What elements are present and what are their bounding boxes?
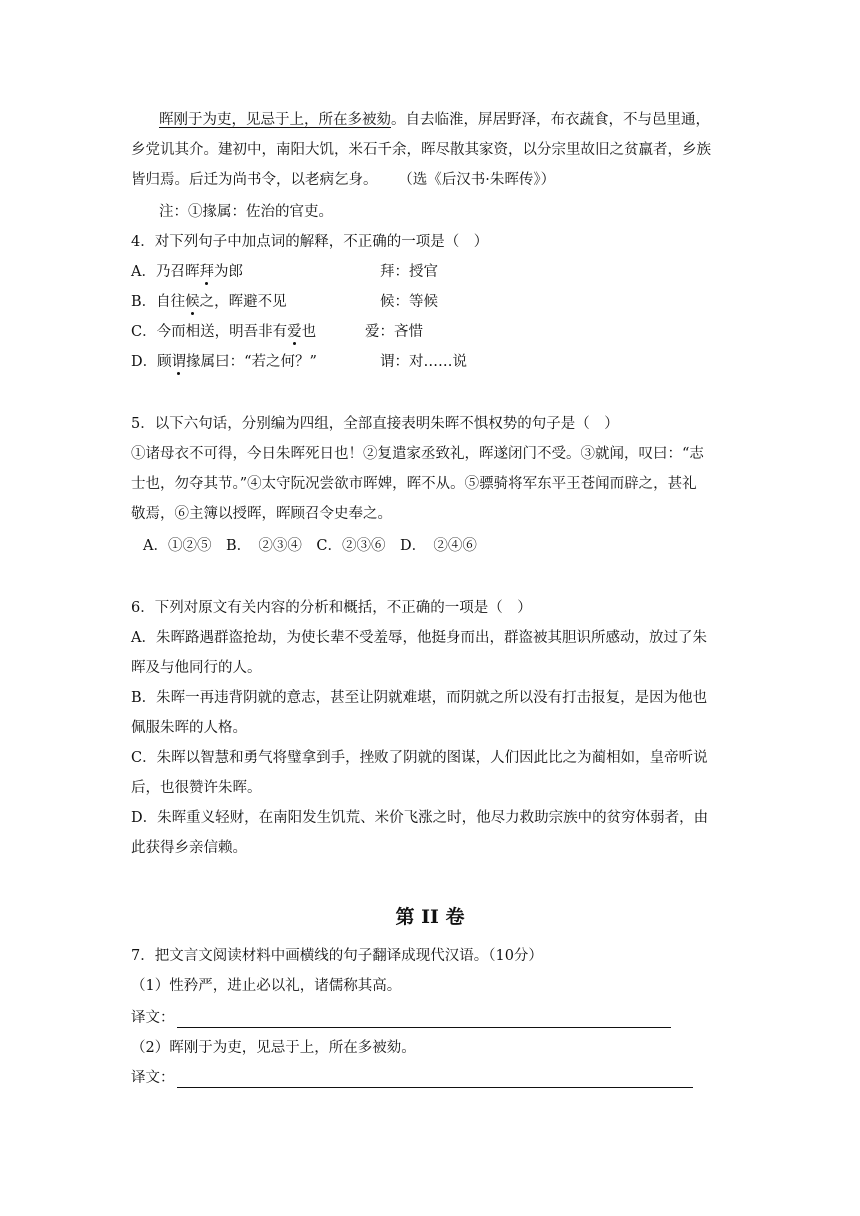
q6-line-4: 佩服朱晖的人格。	[131, 720, 247, 736]
q4-stem: 4．对下列句子中加点词的解释，不正确的一项是（ ）	[131, 234, 489, 250]
q6-line-5: C．朱晖以智慧和勇气将璧拿到手，挫败了阴就的图谋，人们因此比之为蔺相如，皇帝听说	[131, 750, 708, 766]
passage-footnote: 注：①掾属：佐治的官吏。	[159, 204, 333, 220]
q7-stem: 7．把文言文阅读材料中画横线的句子翻译成现代汉语。（10分）	[131, 948, 543, 964]
q7-item-2: （2）晖刚于为吏，见忌于上，所在多被劾。	[131, 1040, 416, 1056]
q7-answer-2	[131, 1068, 731, 1088]
dotted-word: 候	[185, 294, 200, 310]
q4-option-c: C．今而相送，明吾非有爱也 爱：吝惜	[131, 324, 423, 340]
q6-line-8: 此获得乡亲信赖。	[131, 840, 247, 856]
q5-choices: A．①②⑤ B． ②③④ C．②③⑥ D． ②④⑥	[143, 538, 477, 554]
q7-item-1: （1）性矜严，进止必以礼，诸儒称其高。	[131, 978, 402, 994]
q7-answer-1	[131, 1008, 731, 1028]
q4-gloss-b: 候：等候	[380, 294, 438, 310]
passage-line-3: 皆归焉。后迁为尚书令，以老病乞身。 （选《后汉书·朱晖传》）	[131, 172, 556, 188]
dotted-word: 谓	[171, 354, 187, 370]
q5-line-2: 士也，勿夺其节。”④太守阮况尝欲市晖婢，晖不从。⑤骠骑将军东平王苍闻而辟之，甚礼	[131, 476, 697, 492]
q6-line-1: A．朱晖路遇群盗抢劫，为使长辈不受羞辱，他挺身而出，群盗被其胆识所感动，放过了朱	[131, 630, 707, 646]
q6-line-7: D．朱晖重义轻财，在南阳发生饥荒、米价飞涨之时，他尽力救助宗族中的贫穷体弱者，由	[131, 810, 709, 826]
dotted-word: 爱	[287, 324, 302, 340]
q6-stem: 6．下列对原文有关内容的分析和概括，不正确的一项是（ ）	[131, 600, 532, 616]
q5-line-3: 敬焉，⑥主簿以授晖，晖顾召令史奉之。	[131, 506, 392, 522]
underlined-sentence: 晖刚于为吏，见忌于上，所在多被劾	[159, 112, 391, 128]
section-heading: 第 II 卷	[395, 906, 465, 928]
q4-option-b: B．自往候之，晖避不见 候：等候	[131, 294, 438, 310]
q5-line-1: ①诸母衣不可得，今日朱晖死日也！②复遣家丞致礼，晖遂闭门不受。③就闻，叹曰：“志	[131, 446, 704, 462]
answer-label: 译文：	[131, 1010, 175, 1026]
passage-line-1: 晖刚于为吏，见忌于上，所在多被劾。自去临淮，屏居野泽，布衣蔬食，不与邑里通，	[159, 112, 710, 128]
passage-line-2: 乡党讥其介。建初中，南阳大饥，米石千余，晖尽散其家资，以分宗里故旧之贫羸者，乡族	[131, 142, 711, 158]
answer-label: 译文：	[131, 1070, 175, 1086]
q6-line-2: 晖及与他同行的人。	[131, 660, 262, 676]
q4-gloss-a: 拜：授官	[380, 264, 438, 280]
q6-line-6: 后，也很赞许朱晖。	[131, 780, 262, 796]
q4-gloss-d: 谓：对……说	[380, 354, 467, 370]
q5-stem: 5．以下六句话，分别编为四组，全部直接表明朱晖不惧权势的句子是（ ）	[131, 416, 619, 432]
dotted-word: 拜	[199, 264, 214, 280]
q4-option-a: A．乃召晖拜为郎 拜：授官	[131, 264, 438, 280]
answer-line-1[interactable]	[177, 1013, 671, 1028]
q4-gloss-c: 爱：吝惜	[365, 324, 423, 340]
answer-line-2[interactable]	[177, 1073, 693, 1088]
passage-source: （选《后汉书·朱晖传》）	[405, 172, 556, 188]
q4-option-d: D．顾谓掾属曰：“若之何？” 谓：对……说	[131, 354, 467, 370]
q6-line-3: B．朱晖一再违背阴就的意志，甚至让阴就难堪，而阴就之所以没有打击报复，是因为他也	[131, 690, 708, 706]
